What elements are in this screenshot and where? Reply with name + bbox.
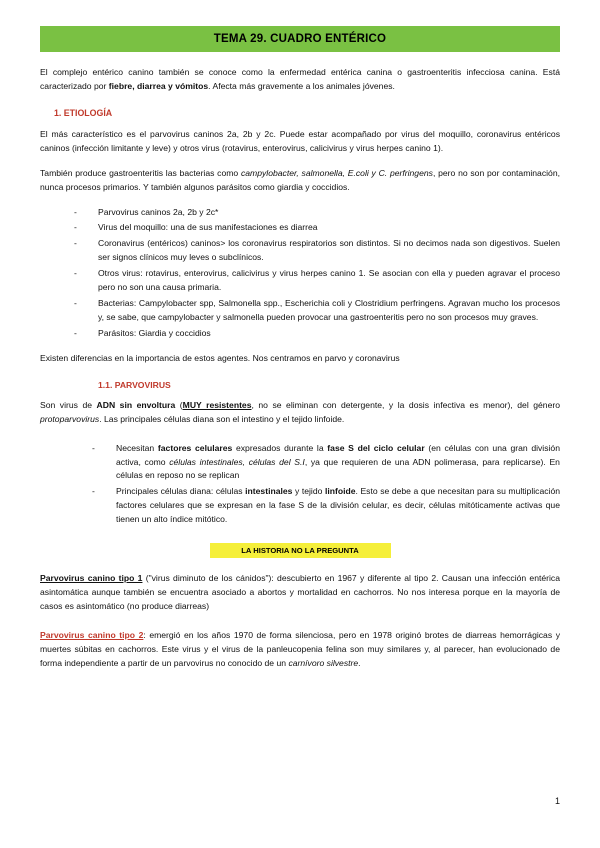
tipo2-italic: carnívoro silvestre [288, 657, 359, 668]
pv-a: Son virus de [40, 399, 97, 410]
list-item [86, 485, 560, 527]
list-item: - Coronavirus (entéricos) caninos> los coronavirus respiratorios son distintos. Si no decimos nada son digestivos. Suelen ser signos clínicos muy leves o subclínicos. [68, 237, 560, 265]
parvovirus-bullet-list [40, 442, 560, 528]
etiologia-bullet-list [40, 206, 560, 341]
list-item: - Otros virus: rotavirus, enterovirus, calicivirus y virus herpes canino 1. Se asocian con ella y pueden agravar el proceso pero no son una causa primaria. [68, 267, 560, 295]
pv-d: MUY resistentes [182, 399, 252, 410]
p2-part-a: También produce gastroenteritis las bacterias como [40, 167, 241, 178]
page-title: TEMA 29. CUADRO ENTÉRICO [40, 26, 560, 52]
b1-d: fase S del ciclo celular [327, 442, 425, 453]
intro-paragraph: El complejo entérico canino también se conoce como la enfermedad entérica canina o gastroenteritis infecciosa canina. Está caracterizado por fiebre, diarrea y vómitos. Afecta más gravemente a los animales jóvenes. [40, 67, 560, 91]
b1-a: Necesitan [116, 442, 158, 453]
b1-g: , ya que requieren de una ADN polimerasa, para replicarse). En células en reposo no se replican [116, 456, 560, 481]
b2-a: Principales células diana: células [116, 486, 246, 497]
tipo1-text: ("virus diminuto de los cánidos"): descubierto en 1967 y diferente al tipo 2. Causan una infección entérica asintomática aunque también se encuentra asociado a abortos y mortalidad en cachorros. No nos interesa porque en la mayoría de casos es asintomático (no produce diarreas) [40, 573, 560, 611]
subsection-heading-parvovirus: 1.1. PARVOVIRUS [98, 379, 171, 390]
section1-paragraph1: El más característico es el parvovirus caninos 2a, 2b y 2c. Puede estar acompañado por virus del moquillo, coronavirus entéricos caninos (infección limitante y leve) y otros virus (rotavirus, enterovirus, calicivirus y virus herpes canino 1). [40, 128, 560, 153]
section1-closing: Existen diferencias en la importancia de estos agentes. Nos centramos en parvo y coronavirus [40, 352, 400, 363]
parvovirus-paragraph1 [40, 399, 560, 427]
pv-g: . Las principales células diana son el intestino y el tejido linfoide. [99, 413, 345, 424]
p2-italic: campylobacter, salmonella, E.coli y C. perfringens [240, 167, 433, 178]
list-item: - Virus del moquillo: una de sus manifestaciones es diarrea [68, 221, 560, 235]
b2-b: intestinales [245, 486, 293, 497]
list-item: - Parvovirus caninos 2a, 2b y 2c* [68, 206, 560, 220]
callout-banner: LA HISTORIA NO LA PREGUNTA [210, 543, 391, 558]
tipo2-label: Parvovirus canino tipo 2 [40, 629, 144, 640]
list-item: - Parásitos: Giardia y coccidios [68, 327, 560, 341]
b1-f: células intestinales, células del S.I [169, 456, 305, 467]
b2-e: . Esto se debe a que necesitan para su multiplicación factores celulares que se expresan en la fase S de la división celular, es decir, células mitóticamente activas que tienen un alto índice mitótico. [116, 486, 560, 525]
page-number: 1 [554, 796, 560, 806]
list-item [86, 442, 560, 484]
b2-c: y tejido [292, 486, 325, 497]
pv-f: protoparvovirus [40, 413, 100, 424]
parvovirus-tipo2-paragraph [40, 629, 560, 671]
tipo2-text-a: : emergió en los años 1970 de forma silenciosa, pero en 1978 originó brotes de diarreas hemorrágicas y muertes súbitas en cachorros. Este virus y el virus de la panleucopenia felina son muy similares y, al parecer, han evolucionado de forma independiente a partir de un parvovirus no conocido de un [40, 629, 561, 668]
b2-d: linfoide [324, 486, 356, 497]
pv-b: ADN sin envoltura [96, 399, 176, 410]
section-heading-etiologia: 1. ETIOLOGÍA [54, 107, 113, 118]
b1-c: expresados durante la [232, 442, 328, 453]
tipo2-text-b: . [358, 657, 361, 668]
pv-e: , no se eliminan con detergente, y la dosis infectiva es menor), del género [251, 399, 560, 410]
section1-paragraph2 [40, 167, 560, 195]
parvovirus-tipo1-paragraph [40, 572, 560, 614]
b1-e: (en células con una gran división activa, como [116, 442, 560, 467]
tipo1-label: Parvovirus canino tipo 1 [40, 573, 143, 584]
p2-part-b: , pero no son por contaminación, nunca procesos primarios. Y también algunos parásitos como giardia y coccidios. [40, 167, 560, 192]
pv-c: ( [175, 399, 183, 410]
b1-b: factores celulares [157, 442, 233, 453]
list-item: - Bacterias: Campylobacter spp, Salmonella spp., Escherichia coli y Clostridium perfringens. Agravan mucho los procesos y, se sabe, que campylobacter y salmonella pueden provocar una gastroenteritis pero no son procesos muy graves. [68, 297, 560, 325]
